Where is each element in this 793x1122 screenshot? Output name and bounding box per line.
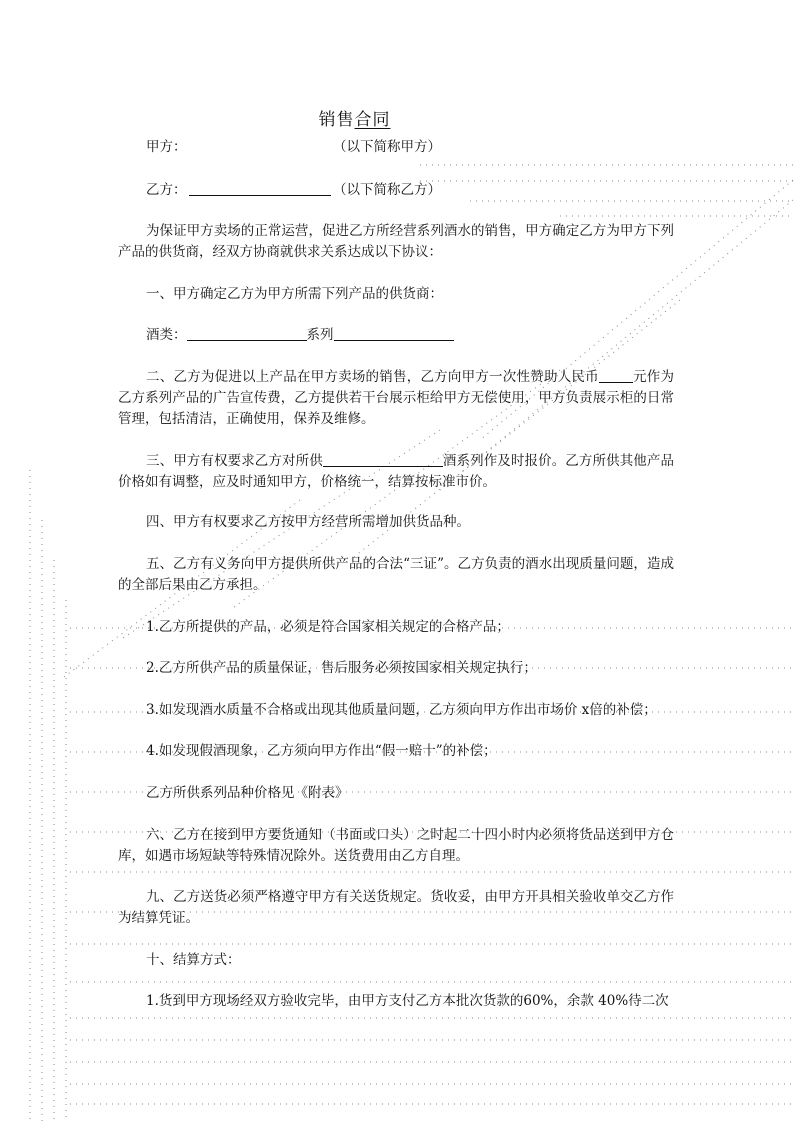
wine-line [146, 325, 454, 346]
list-item: 2.乙方所供产品的质量保证，售后服务必须按国家相关规定执行； [146, 660, 537, 676]
list-item: 3.如发现酒水质量不合格或出现其他质量问题，乙方须向甲方作出市场价 x倍的补偿； [146, 702, 657, 718]
clause-3-text-before: 三、甲方有权要求乙方对所供 [146, 453, 323, 469]
clause-4: 四、甲方有权要求乙方按甲方经营所需增加供货品种。 [146, 514, 470, 530]
clause-3 [118, 451, 674, 493]
list-item: 4.如发现假酒现象，乙方须向甲方作出“假一赔十”的补偿； [146, 743, 497, 759]
party-a-label: 甲方： [146, 139, 187, 155]
clause-1: 一、甲方确定乙方为甲方所需下列产品的供货商： [146, 286, 443, 302]
party-b-label: 乙方： [146, 182, 187, 198]
intro-paragraph: 为保证甲方卖场的正常运营，促进乙方所经营系列酒水的销售，甲方确定乙方为甲方下列产品的供货商，经双方协商就供求关系达成以下协议： [118, 223, 674, 260]
wine-type-field[interactable] [187, 326, 307, 341]
clause-3-text-after: 酒系列作及时报价。乙方所供其他产品价格如有调整，应及时通知甲方，价格统一，结算按标准市价。 [118, 453, 675, 490]
clause-5: 五、乙方有义务向甲方提供所供产品的合法“三证”。乙方负责的酒水出现质量问题，造成的全部后果由乙方承担。 [118, 556, 674, 593]
clause-2-text-before: 二、乙方为促进以上产品在甲方卖场的销售，乙方向甲方一次性赞助人民币 [146, 369, 599, 385]
party-b-name-field[interactable] [189, 180, 331, 201]
clause-10-item-1: 1.货到甲方现场经双方验收完毕，由甲方支付乙方本批次货款的60%，余款 40%待二次 [146, 993, 669, 1009]
title-underlined-text: 合同 [354, 110, 391, 130]
party-a-suffix: （以下简称甲方） [333, 139, 441, 155]
supplied-wine-field[interactable] [323, 452, 443, 467]
series-field[interactable] [334, 326, 454, 341]
wine-label: 酒类： [146, 327, 187, 343]
party-b-suffix: （以下简称乙方） [333, 182, 441, 198]
clause-10-heading: 十、结算方式： [146, 952, 241, 968]
clause-6: 六、乙方在接到甲方要货通知（书面或口头）之时起二十四小时内必须将货品送到甲方仓库，如遇市场短缺等特殊情况除外。送货费用由乙方自理。 [118, 827, 674, 864]
title-text: 销售 [318, 110, 355, 130]
price-note: 乙方所供系列品种价格见《附表》 [146, 785, 349, 801]
clause-9: 九、乙方送货必须严格遵守甲方有关送货规定。货收妥，由甲方开具相关验收单交乙方作为结算凭证。 [118, 889, 674, 926]
list-item: 1.乙方所提供的产品，必须是符合国家相关规定的合格产品； [146, 619, 510, 635]
clause-2 [118, 367, 674, 430]
page-title [0, 105, 709, 130]
sponsorship-amount-field[interactable] [599, 368, 633, 383]
series-label: 系列 [306, 327, 334, 343]
clause-2-text-after: 元作为乙方系列产品的广告宣传费，乙方提供若干台展示柜给甲方无偿使用，甲方负责展示柜的日常管理，包括清洁，正确使用，保养及维修。 [118, 369, 675, 427]
